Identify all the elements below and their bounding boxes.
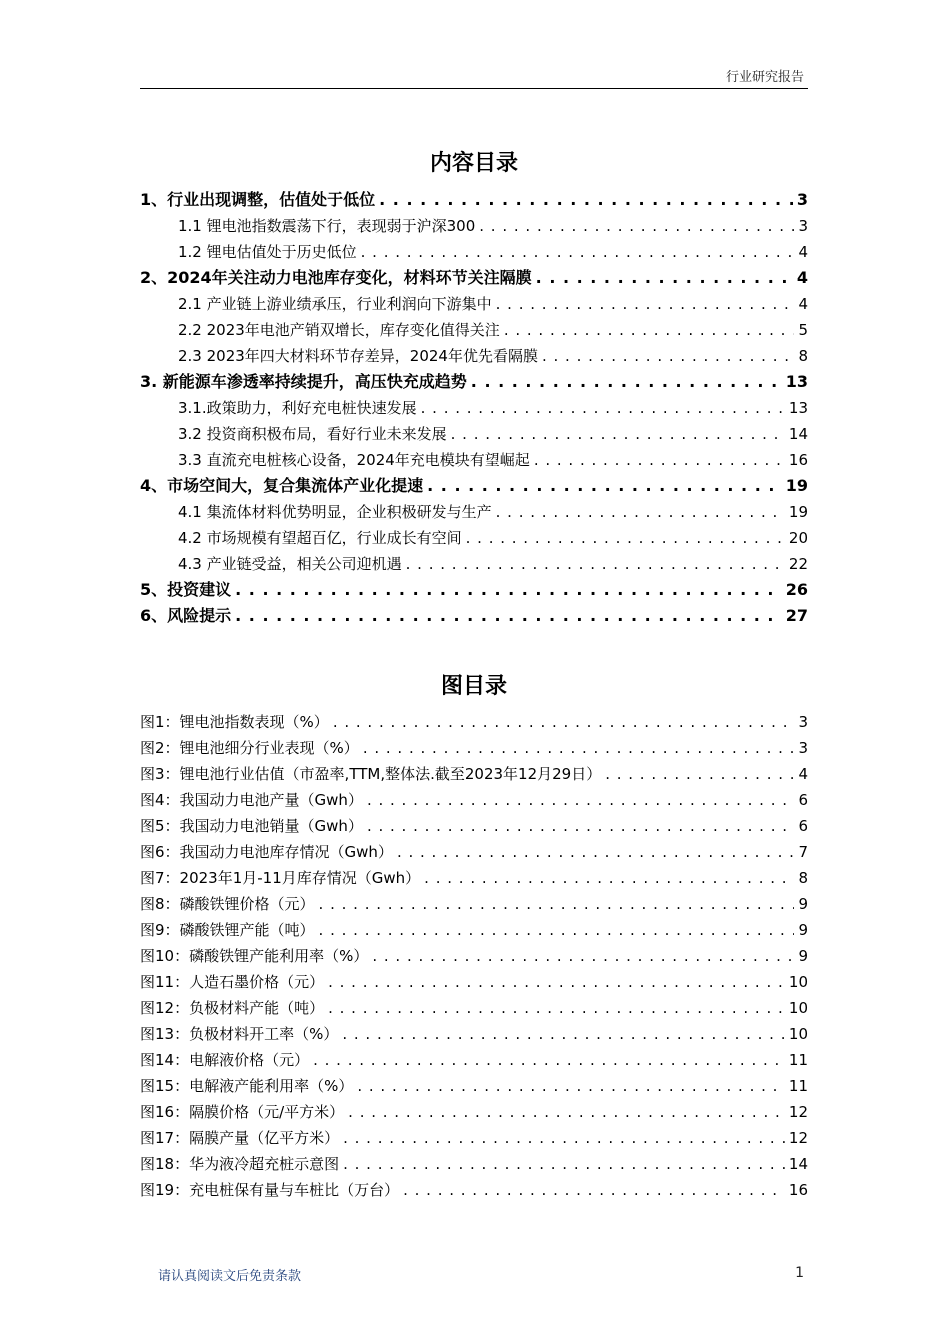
- figure-entry-page: 9: [798, 895, 808, 913]
- figure-entry-page: 14: [788, 1155, 808, 1173]
- figure-entry-text: 图8：磷酸铁锂价格（元）: [140, 895, 315, 913]
- toc-chapter-entry-text: 6、风险提示: [140, 606, 232, 625]
- dot-leader: [406, 551, 785, 577]
- disclaimer-link[interactable]: 请认真阅读文后免责条款: [158, 1269, 302, 1284]
- toc-section-entry-page: 4: [798, 295, 808, 313]
- figure-entry-page: 10: [788, 1025, 808, 1043]
- toc-section-entry[interactable]: [140, 499, 808, 525]
- figure-entry[interactable]: [140, 1073, 808, 1099]
- toc-chapter-entry[interactable]: [140, 603, 808, 629]
- figure-entry-text: 图4：我国动力电池产量（Gwh）: [140, 791, 363, 809]
- toc-chapter-entry-page: 13: [785, 372, 808, 391]
- dot-leader: [542, 343, 794, 369]
- toc-section-entry[interactable]: [140, 317, 808, 343]
- dot-leader: [319, 891, 795, 917]
- figure-entry[interactable]: [140, 1047, 808, 1073]
- figure-entry-page: 11: [788, 1051, 808, 1069]
- toc-chapter-entry-page: 27: [785, 606, 808, 625]
- dot-leader: [348, 1099, 785, 1125]
- toc-section-entry-text: 4.1 集流体材料优势明显，企业积极研发与生产: [178, 503, 492, 521]
- toc-section-entry-page: 4: [798, 243, 808, 261]
- toc-section-entry-text: 2.2 2023年电池产销双增长，库存变化值得关注: [178, 321, 500, 339]
- figure-entry-page: 10: [788, 999, 808, 1017]
- dot-leader: [333, 709, 795, 735]
- figure-entry[interactable]: [140, 865, 808, 891]
- toc-section-entry-text: 2.3 2023年四大材料环节存差异，2024年优先看隔膜: [178, 347, 538, 365]
- toc-chapter-entry-page: 26: [785, 580, 808, 599]
- toc-chapter-entry-text: 2、2024年关注动力电池库存变化，材料环节关注隔膜: [140, 268, 532, 287]
- figure-entry-text: 图11：人造石墨价格（元）: [140, 973, 325, 991]
- figure-entry[interactable]: [140, 1021, 808, 1047]
- dot-leader: [361, 239, 795, 265]
- dot-leader: [357, 1073, 785, 1099]
- figure-entry-page: 12: [788, 1103, 808, 1121]
- header-divider: [140, 88, 808, 89]
- toc-section-entry-text: 3.3 直流充电桩核心设备，2024年充电模块有望崛起: [178, 451, 530, 469]
- figure-entry[interactable]: [140, 813, 808, 839]
- figure-entry-page: 9: [798, 921, 808, 939]
- toc-section-entry-text: 3.2 投资商积极布局，看好行业未来发展: [178, 425, 447, 443]
- toc-list: [140, 187, 808, 629]
- figure-entry-text: 图12：负极材料产能（吨）: [140, 999, 325, 1017]
- toc-section-entry-text: 4.3 产业链受益，相关公司迎机遇: [178, 555, 402, 573]
- dot-leader: [367, 787, 795, 813]
- toc-chapter-entry[interactable]: [140, 473, 808, 499]
- toc-section-entry-text: 2.1 产业链上游业绩承压，行业利润向下游集中: [178, 295, 492, 313]
- figure-entry[interactable]: [140, 1125, 808, 1151]
- figure-entry-page: 9: [798, 947, 808, 965]
- dot-leader: [319, 917, 795, 943]
- toc-section-entry-page: 5: [798, 321, 808, 339]
- figure-entry[interactable]: [140, 1099, 808, 1125]
- figures-list: [140, 709, 808, 1203]
- figure-entry-page: 3: [798, 713, 808, 731]
- toc-chapter-entry-text: 5、投资建议: [140, 580, 232, 599]
- dot-leader: [451, 421, 785, 447]
- toc-section-entry[interactable]: [140, 525, 808, 551]
- figure-entry-page: 12: [788, 1129, 808, 1147]
- figure-entry[interactable]: [140, 735, 808, 761]
- toc-section-entry[interactable]: [140, 239, 808, 265]
- toc-chapter-entry-text: 1、行业出现调整，估值处于低位: [140, 190, 376, 209]
- dot-leader: [343, 1125, 785, 1151]
- figure-entry-page: 8: [798, 869, 808, 887]
- figure-entry[interactable]: [140, 787, 808, 813]
- toc-section-entry-text: 3.1.政策助力，利好充电桩快速发展: [178, 399, 417, 417]
- figure-entry[interactable]: [140, 761, 808, 787]
- figure-entry[interactable]: [140, 891, 808, 917]
- dot-leader: [342, 1021, 785, 1047]
- dot-leader: [372, 943, 794, 969]
- figure-entry[interactable]: [140, 917, 808, 943]
- toc-section-entry-page: 14: [788, 425, 808, 443]
- dot-leader: [328, 995, 785, 1021]
- dot-leader: [496, 499, 785, 525]
- toc-section-entry[interactable]: [140, 343, 808, 369]
- toc-section-entry-page: 8: [798, 347, 808, 365]
- toc-section-entry-page: 19: [788, 503, 808, 521]
- dot-leader: [403, 1177, 785, 1203]
- figure-entry-text: 图1：锂电池指数表现（%）: [140, 713, 329, 731]
- toc-section-entry[interactable]: [140, 447, 808, 473]
- dot-leader: [328, 969, 785, 995]
- toc-section-entry[interactable]: [140, 421, 808, 447]
- dot-leader: [427, 473, 782, 499]
- figure-entry-text: 图15：电解液产能利用率（%）: [140, 1077, 354, 1095]
- figure-entry-page: 6: [798, 791, 808, 809]
- report-type-label: 行业研究报告: [725, 70, 804, 85]
- figure-entry-page: 16: [788, 1181, 808, 1199]
- figure-entry-text: 图17：隔膜产量（亿平方米）: [140, 1129, 340, 1147]
- figure-entry-text: 图16：隔膜价格（元/平方米）: [140, 1103, 345, 1121]
- figure-entry-page: 10: [788, 973, 808, 991]
- toc-chapter-entry[interactable]: [140, 187, 808, 213]
- figure-entry-page: 11: [788, 1077, 808, 1095]
- toc-section-entry[interactable]: [140, 213, 808, 239]
- figure-entry-text: 图10：磷酸铁锂产能利用率（%）: [140, 947, 369, 965]
- dot-leader: [471, 369, 782, 395]
- figure-entry[interactable]: [140, 969, 808, 995]
- figures-title: 图目录: [440, 673, 507, 699]
- dot-leader: [379, 187, 793, 213]
- toc-section-entry-page: 13: [788, 399, 808, 417]
- toc-section-entry-page: 22: [788, 555, 808, 573]
- dot-leader: [313, 1047, 785, 1073]
- toc-section-entry-page: 16: [788, 451, 808, 469]
- figure-entry-text: 图5：我国动力电池销量（Gwh）: [140, 817, 363, 835]
- figure-entry[interactable]: [140, 1177, 808, 1203]
- dot-leader: [424, 865, 794, 891]
- figure-entry-text: 图9：磷酸铁锂产能（吨）: [140, 921, 315, 939]
- figure-entry-text: 图6：我国动力电池库存情况（Gwh）: [140, 843, 393, 861]
- figure-entry-text: 图2：锂电池细分行业表现（%）: [140, 739, 359, 757]
- toc-chapter-entry-text: 3. 新能源车渗透率持续提升，高压快充成趋势: [140, 372, 467, 391]
- figure-entry[interactable]: [140, 1151, 808, 1177]
- dot-leader: [363, 735, 795, 761]
- dot-leader: [343, 1151, 785, 1177]
- toc-section-entry[interactable]: [140, 395, 808, 421]
- figure-entry[interactable]: [140, 709, 808, 735]
- figure-entry-text: 图3：锂电池行业估值（市盈率,TTM,整体法.截至2023年12月29日）: [140, 765, 602, 783]
- figure-entry[interactable]: [140, 839, 808, 865]
- toc-section-entry-text: 4.2 市场规模有望超百亿，行业成长有空间: [178, 529, 462, 547]
- dot-leader: [367, 813, 795, 839]
- toc-section-entry-text: 1.2 锂电估值处于历史低位: [178, 243, 357, 261]
- figure-entry[interactable]: [140, 995, 808, 1021]
- dot-leader: [466, 525, 785, 551]
- toc-chapter-entry-page: 3: [796, 190, 808, 209]
- figure-entry-page: 7: [798, 843, 808, 861]
- toc-section-entry-text: 1.1 锂电池指数震荡下行，表现弱于沪深300: [178, 217, 476, 235]
- toc-chapter-entry-page: 19: [785, 476, 808, 495]
- toc-chapter-entry-text: 4、市场空间大，复合集流体产业化提速: [140, 476, 424, 495]
- dot-leader: [235, 603, 782, 629]
- dot-leader: [479, 213, 794, 239]
- dot-leader: [397, 839, 795, 865]
- dot-leader: [421, 395, 785, 421]
- figure-entry-text: 图14：电解液价格（元）: [140, 1051, 310, 1069]
- toc-section-entry[interactable]: [140, 291, 808, 317]
- toc-chapter-entry[interactable]: [140, 265, 808, 291]
- toc-chapter-entry[interactable]: [140, 369, 808, 395]
- dot-leader: [605, 761, 794, 787]
- toc-section-entry-page: 3: [798, 217, 808, 235]
- figure-entry[interactable]: [140, 943, 808, 969]
- figure-entry-text: 图18：华为液冷超充桩示意图: [140, 1155, 340, 1173]
- page-number: 1: [795, 1265, 804, 1281]
- dot-leader: [504, 317, 795, 343]
- dot-leader: [534, 447, 785, 473]
- figure-entry-text: 图19：充电桩保有量与车桩比（万台）: [140, 1181, 400, 1199]
- figure-entry-page: 6: [798, 817, 808, 835]
- dot-leader: [496, 291, 795, 317]
- toc-section-entry-page: 20: [788, 529, 808, 547]
- toc-chapter-entry[interactable]: [140, 577, 808, 603]
- figure-entry-text: 图7：2023年1月-11月库存情况（Gwh）: [140, 869, 421, 887]
- toc-chapter-entry-page: 4: [796, 268, 808, 287]
- toc-section-entry[interactable]: [140, 551, 808, 577]
- figure-entry-text: 图13：负极材料开工率（%）: [140, 1025, 339, 1043]
- figure-entry-page: 4: [798, 765, 808, 783]
- toc-title: 内容目录: [429, 150, 518, 176]
- dot-leader: [536, 265, 793, 291]
- dot-leader: [235, 577, 782, 603]
- figure-entry-page: 3: [798, 739, 808, 757]
